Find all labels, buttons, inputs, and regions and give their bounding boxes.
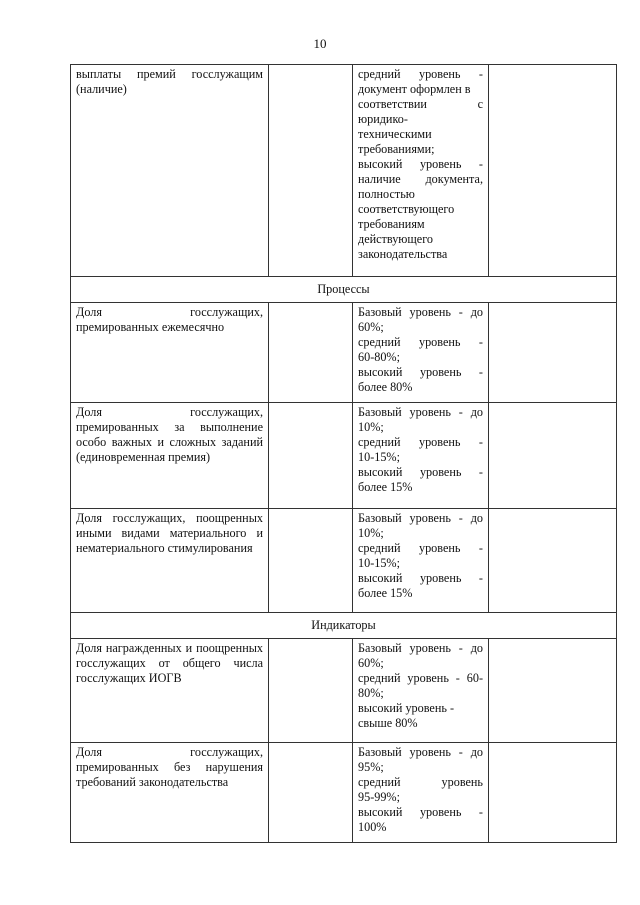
level-line: Базовый уровень - до <box>358 745 483 759</box>
level-description <box>353 403 489 509</box>
section-header <box>71 613 617 639</box>
level-description <box>353 303 489 403</box>
level-line: 95-99%; <box>358 790 400 804</box>
level-line: средний уровень - <box>358 67 483 81</box>
level-line: полностью <box>358 187 415 201</box>
table-row <box>71 639 617 743</box>
level-line: требованиям <box>358 217 425 231</box>
empty-cell <box>489 403 617 509</box>
level-line: средний уровень - <box>358 335 483 349</box>
level-description <box>353 65 489 277</box>
level-line: высокий уровень - <box>358 157 483 171</box>
level-line: 60-80%; <box>358 350 400 364</box>
level-line: Базовый уровень - до <box>358 405 483 419</box>
level-line: высокий уровень - <box>358 701 455 715</box>
level-line: юридико- <box>358 112 408 126</box>
level-line: 10%; <box>358 526 384 540</box>
table-row <box>71 743 617 843</box>
level-description <box>353 639 489 743</box>
table-row <box>71 303 617 403</box>
page-number: 10 <box>313 36 327 51</box>
level-description <box>353 743 489 843</box>
level-line: 10-15%; <box>358 556 400 570</box>
level-line: 60%; <box>358 656 384 670</box>
level-line: высокий уровень - <box>358 571 483 585</box>
level-line: Базовый уровень - до <box>358 511 483 525</box>
section-header <box>71 277 617 303</box>
criterion-name: Доля награжденных и поощренных госслужащих от общего числа госслужащих ИОГВ <box>71 639 269 743</box>
level-line: наличие документа, <box>358 172 483 186</box>
section-title: Индикаторы <box>71 613 617 639</box>
level-line: средний уровень - 60- <box>358 671 483 685</box>
level-line: 80%; <box>358 686 384 700</box>
empty-cell <box>269 509 353 613</box>
level-line: 10%; <box>358 420 384 434</box>
level-line: высокий уровень - <box>358 805 483 819</box>
table-row <box>71 65 617 277</box>
level-line: техническими <box>358 127 432 141</box>
level-line: высокий уровень - <box>358 465 483 479</box>
empty-cell <box>269 403 353 509</box>
criteria-table <box>70 64 617 843</box>
level-line: средний уровень - <box>358 435 483 449</box>
empty-cell <box>489 509 617 613</box>
empty-cell <box>269 639 353 743</box>
empty-cell <box>489 65 617 277</box>
level-line: требованиями; <box>358 142 435 156</box>
section-title: Процессы <box>71 277 617 303</box>
level-line: 10-15%; <box>358 450 400 464</box>
level-line: соответствии с <box>358 97 483 111</box>
criterion-name: Доля госслужащих, премированных за выполнение особо важных и сложных заданий (единовременная премия) <box>71 403 269 509</box>
criterion-name: выплаты премий госслужащим (наличие) <box>71 65 269 277</box>
level-line: действующего <box>358 232 433 246</box>
empty-cell <box>269 65 353 277</box>
level-line: законодательства <box>358 247 448 261</box>
table-row <box>71 509 617 613</box>
empty-cell <box>269 303 353 403</box>
level-line: свыше 80% <box>358 716 418 730</box>
level-line: 95%; <box>358 760 384 774</box>
criterion-name: Доля госслужащих, поощренных иными видами материального и нематериального стимулирования <box>71 509 269 613</box>
level-description <box>353 509 489 613</box>
level-line: Базовый уровень - до <box>358 305 483 319</box>
level-line: 60%; <box>358 320 384 334</box>
criterion-name: Доля госслужащих, премированных без нарушения требований законодательства <box>71 743 269 843</box>
level-line: более 15% <box>358 480 413 494</box>
level-line: более 15% <box>358 586 413 600</box>
level-line: Базовый уровень - до <box>358 641 483 655</box>
criterion-name: Доля госслужащих, премированных ежемесячно <box>71 303 269 403</box>
level-line: средний уровень <box>358 775 483 789</box>
level-line: 100% <box>358 820 387 834</box>
level-line: соответствующего <box>358 202 455 216</box>
level-line: документ оформлен в <box>358 82 471 96</box>
level-line: высокий уровень - <box>358 365 483 379</box>
table-row <box>71 403 617 509</box>
criteria-table-body <box>71 65 617 843</box>
empty-cell <box>269 743 353 843</box>
empty-cell <box>489 303 617 403</box>
empty-cell <box>489 743 617 843</box>
level-line: более 80% <box>358 380 413 394</box>
level-line: средний уровень - <box>358 541 483 555</box>
empty-cell <box>489 639 617 743</box>
